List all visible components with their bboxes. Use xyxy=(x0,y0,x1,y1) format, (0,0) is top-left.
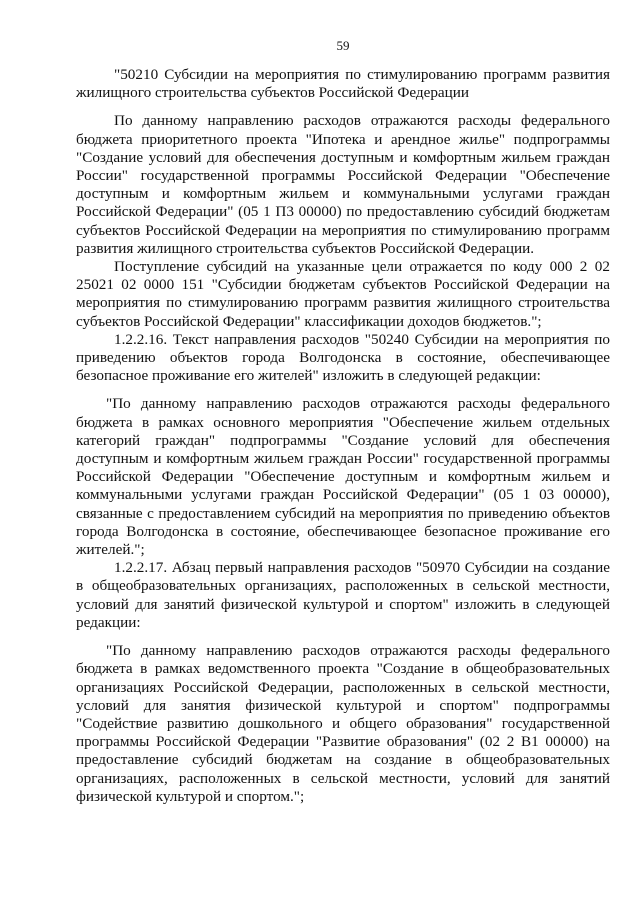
paragraph-50240-quote: "По данному направлению расходов отражаются расходы федерального бюджета в рамках основного мероприятия "Обеспечение жильем отдельных категорий граждан" подпрограммы "Создание условий для обеспечения доступным и комфортным жильем граждан России" государственной программы Российской Федерации "Обеспечение доступным и комфортным жильем и коммунальными услугами граждан Российской Федерации" (05 1 03 00000), связанные с предоставлением субсидий на мероприятия по приведению объектов города Волгодонска в состояние, обеспечивающее безопасное проживание его жителей."; xyxy=(76,395,610,559)
paragraph-1-2-2-17: 1.2.2.17. Абзац первый направления расходов "50970 Субсидии на создание в общеобразовательных организациях, расположенных в сельской местности, условий для занятий физической культурой и спортом" изложить в следующей редакции: xyxy=(76,559,610,631)
paragraph-50970-quote: "По данному направлению расходов отражаются расходы федерального бюджета в рамках ведомственного проекта "Создание в общеобразовательных организациях Российской Федерации, расположенных в сельской местности, условий для занятия физической культурой и спортом" подпрограммы "Содействие развитию дошкольного и общего образования" государственной программы Российской Федерации "Развитие образования" (02 2 В1 00000) на предоставление субсидий бюджетам на создание в общеобразовательных организациях, расположенных в сельской местности, условий для занятий физической культурой и спортом."; xyxy=(76,642,610,805)
paragraph-50210-revenue-code: Поступление субсидий на указанные цели отражается по коду 000 2 02 25021 02 0000 151 "Субсидии бюджетам субъектов Российской Федерации на мероприятия по стимулированию программ развития жилищного строительства субъектов Российской Федерации" классификации доходов бюджетов."; xyxy=(76,258,610,330)
paragraph-50210-description: По данному направлению расходов отражаются расходы федерального бюджета приоритетного проекта "Ипотека и арендное жилье" подпрограммы "Создание условий для обеспечения доступным и комфортным жильем граждан России" государственной программы Российской Федерации "Обеспечение доступным и комфортным жильем и коммунальными услугами граждан Российской Федерации" (05 1 П3 00000) по предоставлению субсидий бюджетам субъектов Российской Федерации на мероприятия по стимулированию программ развития жилищного строительства субъектов Российской Федерации. xyxy=(76,112,610,257)
section-heading-50210: "50210 Субсидии на мероприятия по стимулированию программ развития жилищного строительства субъектов Российской Федерации xyxy=(76,66,610,102)
page-number: 59 xyxy=(336,38,350,53)
document-text xyxy=(76,66,610,806)
paragraph-1-2-2-16: 1.2.2.16. Текст направления расходов "50240 Субсидии на мероприятия по приведению объектов города Волгодонска в состояние, обеспечивающее безопасное проживание его жителей" изложить в следующей редакции: xyxy=(76,330,610,385)
